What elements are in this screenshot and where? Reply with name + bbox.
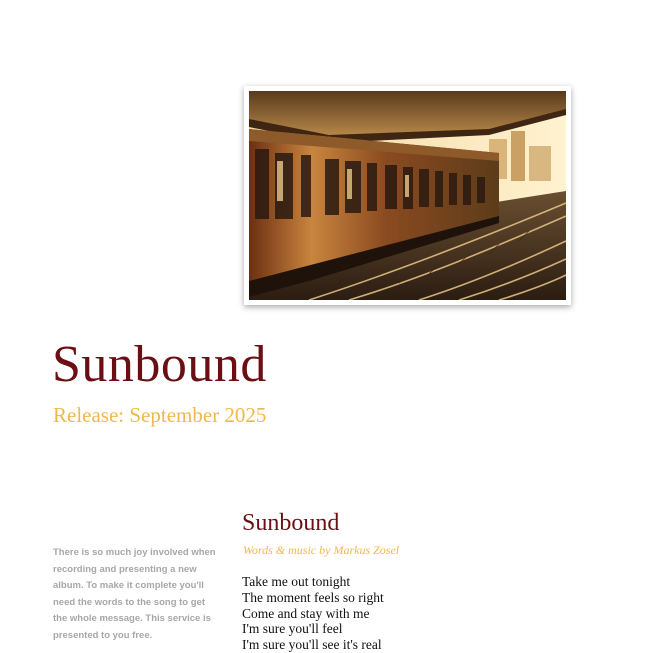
- lyric-line: I'm sure you'll feel: [242, 621, 343, 637]
- album-title: Sunbound: [52, 336, 267, 393]
- lyric-line: The moment feels so right: [242, 589, 384, 605]
- lyric-line: Come and stay with me: [242, 605, 370, 621]
- hero-photo: [244, 86, 571, 305]
- sidebar-note: There is so much joy involved when recording and presenting a new album. To make it complete you'll need the words to the song to get the whole message. This service is presented to you free.: [53, 547, 216, 641]
- lyric-line: Take me out tonight: [242, 574, 351, 589]
- lyric-line: I'm sure you'll see it's real: [242, 637, 382, 653]
- song-title: Sunbound: [242, 510, 340, 536]
- song-credits: Words & music by Markus Zosel: [243, 543, 400, 557]
- train-photo-icon: [249, 91, 566, 300]
- release-date: Release: September 2025: [53, 403, 267, 427]
- lyrics: [242, 574, 384, 653]
